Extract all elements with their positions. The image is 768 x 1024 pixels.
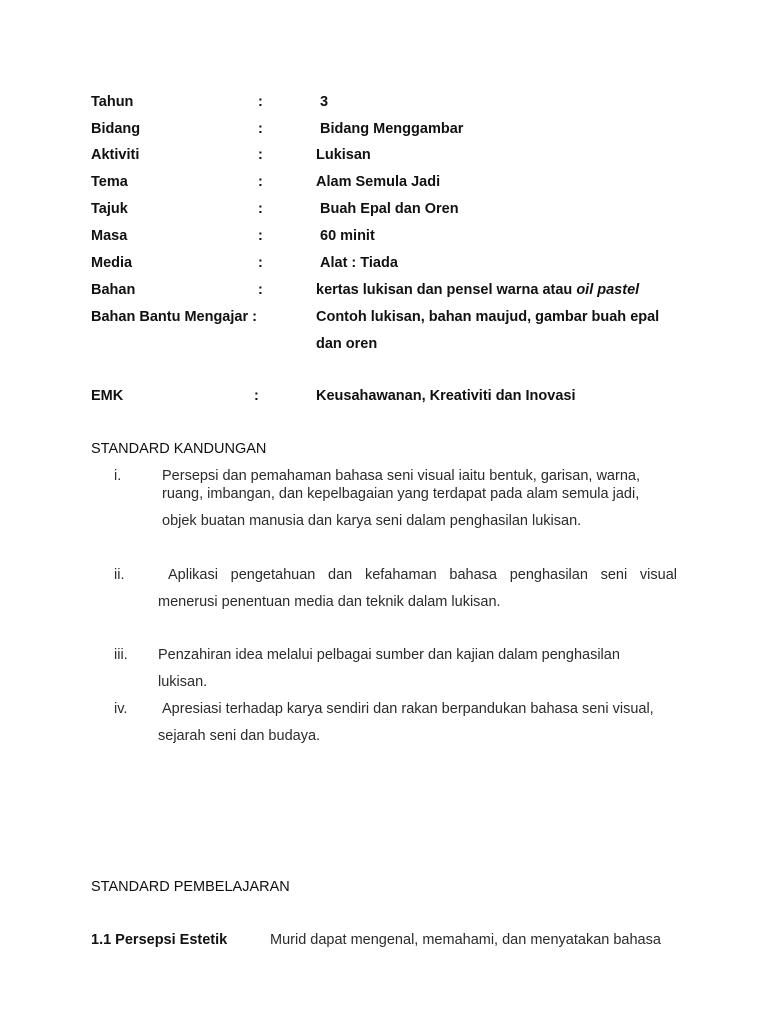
list-item-line: ruang, imbangan, dan kepelbagaian yang terdapat pada alam semula jadi,: [162, 486, 640, 502]
meta-value-bahan-bantu-mengajar: Contoh lukisan, bahan maujud, gambar buah epal: [316, 309, 660, 325]
meta-colon: :: [258, 174, 263, 190]
learning-standard-code: 1.1 Persepsi Estetik: [91, 932, 228, 948]
meta-colon: :: [258, 94, 263, 110]
meta-value-emk: Keusahawanan, Kreativiti dan Inovasi: [316, 388, 576, 404]
meta-colon: :: [258, 121, 263, 137]
meta-colon: :: [254, 388, 259, 404]
list-item-number: i.: [114, 468, 122, 484]
list-item-line: Aplikasi pengetahuan dan kefahaman bahasa penghasilan seni visual: [168, 567, 677, 583]
list-item-number: iii.: [114, 647, 128, 663]
list-item-line: menerusi penentuan media dan teknik dalam lukisan.: [158, 594, 501, 610]
meta-label-bahan-bantu-mengajar: Bahan Bantu Mengajar :: [91, 309, 257, 325]
list-item-line: Apresiasi terhadap karya sendiri dan rakan berpandukan bahasa seni visual,: [162, 701, 654, 717]
list-item-line: Persepsi dan pemahaman bahasa seni visual iaitu bentuk, garisan, warna,: [162, 468, 640, 484]
meta-label-aktiviti: Aktiviti: [91, 147, 140, 163]
meta-value-bahan: [316, 282, 639, 298]
meta-label-bidang: Bidang: [91, 121, 141, 137]
list-item-number: iv.: [114, 701, 128, 717]
bahan-italic-text: oil pastel: [576, 282, 640, 298]
learning-standard-text: Murid dapat mengenal, memahami, dan menyatakan bahasa: [270, 932, 661, 948]
meta-colon: :: [258, 201, 263, 217]
meta-label-masa: Masa: [91, 228, 128, 244]
meta-value-media: Alat : Tiada: [320, 255, 398, 271]
meta-label-tajuk: Tajuk: [91, 201, 128, 217]
meta-colon: :: [258, 282, 263, 298]
meta-value-tajuk: Buah Epal dan Oren: [320, 201, 459, 217]
meta-value-bahan-bantu-mengajar-line2: dan oren: [316, 336, 378, 352]
meta-label-bahan: Bahan: [91, 282, 136, 298]
meta-label-tema: Tema: [91, 174, 128, 190]
meta-value-masa: 60 minit: [320, 228, 375, 244]
meta-value-aktiviti: Lukisan: [316, 147, 371, 163]
meta-value-tahun: 3: [320, 94, 329, 110]
list-item-line: lukisan.: [158, 674, 208, 690]
meta-label-media: Media: [91, 255, 133, 271]
meta-value-bidang: Bidang Menggambar: [320, 121, 464, 137]
standard-pembelajaran-heading: STANDARD PEMBELAJARAN: [91, 879, 290, 895]
meta-colon: :: [258, 147, 263, 163]
meta-colon: :: [258, 228, 263, 244]
list-item-line: objek buatan manusia dan karya seni dalam penghasilan lukisan.: [162, 513, 582, 529]
list-item-line: sejarah seni dan budaya.: [158, 728, 321, 744]
list-item-line: Penzahiran idea melalui pelbagai sumber dan kajian dalam penghasilan: [158, 647, 620, 663]
bahan-text: kertas lukisan dan pensel warna atau: [316, 282, 577, 298]
meta-colon: :: [258, 255, 263, 271]
meta-label-tahun: Tahun: [91, 94, 134, 110]
standard-kandungan-heading: STANDARD KANDUNGAN: [91, 441, 267, 457]
meta-value-tema: Alam Semula Jadi: [316, 174, 441, 190]
list-item-number: ii.: [114, 567, 125, 583]
meta-label-emk: EMK: [91, 388, 124, 404]
